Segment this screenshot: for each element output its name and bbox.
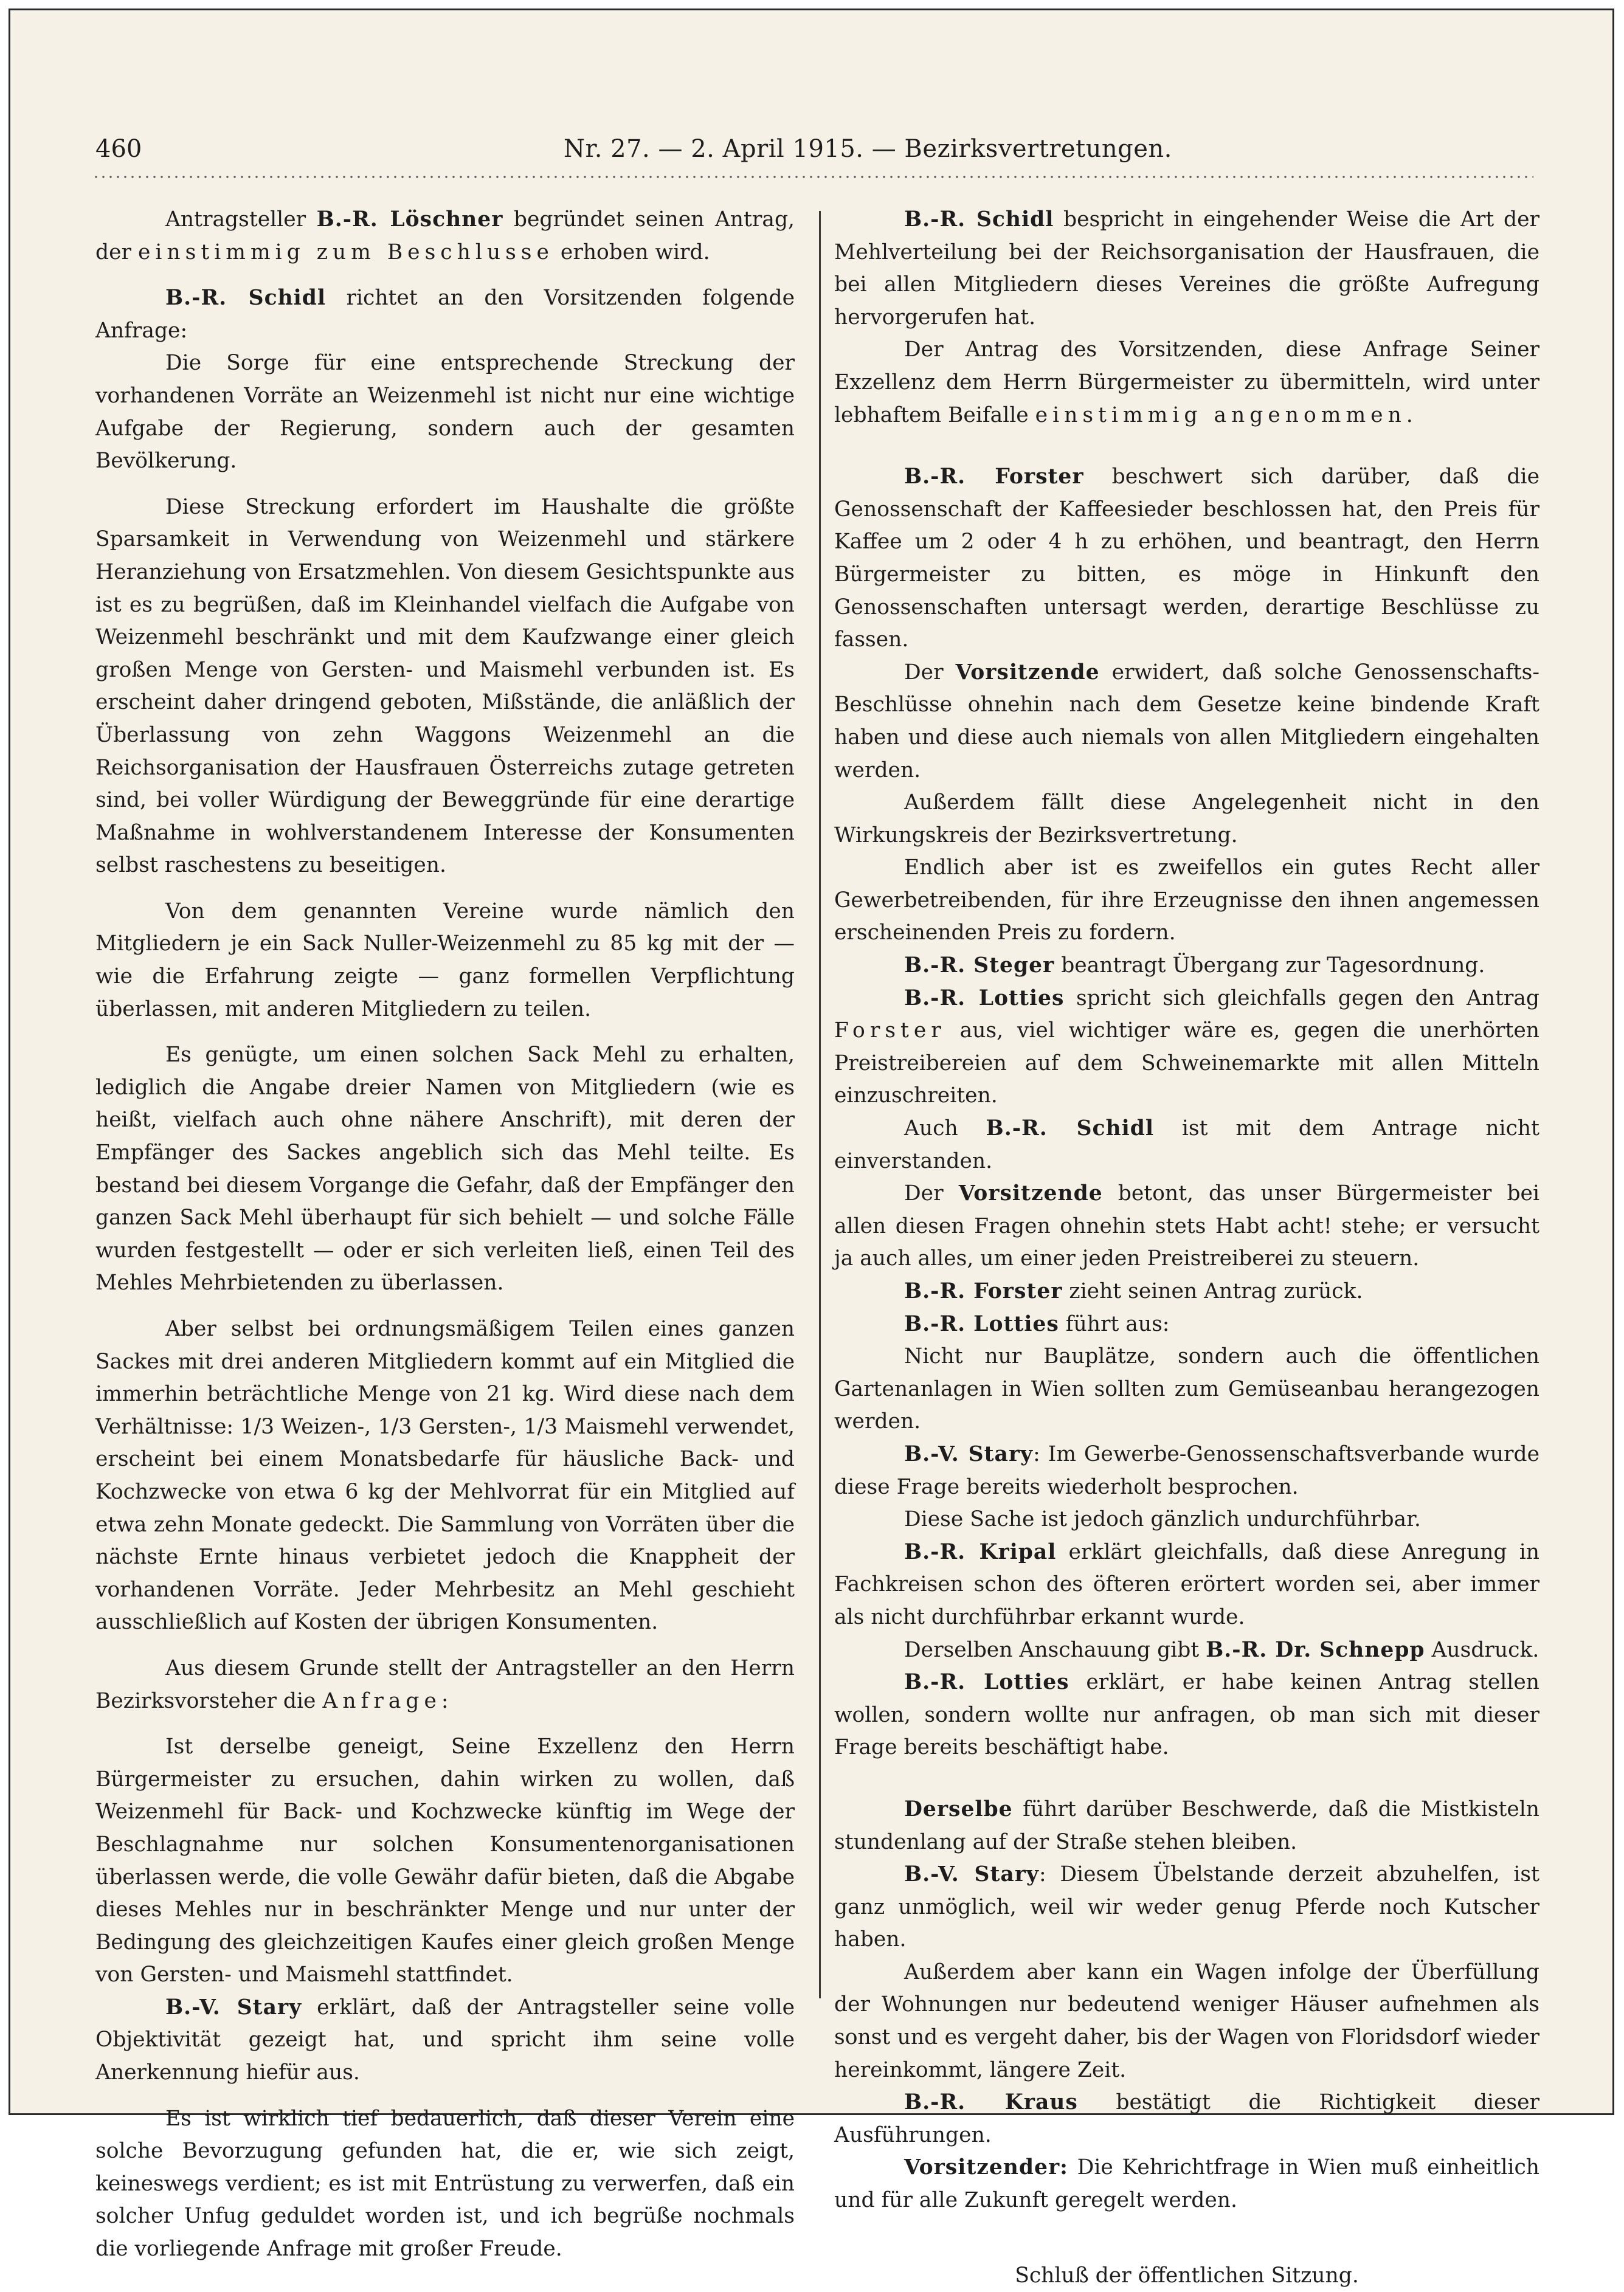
scanned-page: [9, 9, 1614, 2288]
speaker-name: B.-R. Schidl: [165, 286, 327, 311]
paragraph: B.-R. Forster beschwert sich darüber, daß die Genossenschaft der Kaffeesieder beschlossen hat, den Preis für Kaffee um 2 oder 4 h zu erhöhen, und beantragt, den Herrn Bürgermeister zu bitten, es möge in Hinkunft den Genossenschaften untersagt werden, derartige Beschlüsse zu fassen.: [834, 464, 1539, 652]
speaker-name: Vorsitzende: [955, 660, 1100, 685]
speaker-name: B.-R. Löschner: [316, 207, 503, 232]
paragraph: Es genügte, um einen solchen Sack Mehl zu erhalten, lediglich die Angabe dreier Namen von Mitgliedern (wie es heißt, vielfach auch ohne nähere Anschrift), mit deren der Empfänger des Sackes angeblich sich das Mehl teilte. Es bestand bei diesem Vorgange die Gefahr, daß der Empfänger den ganzen Sack Mehl überhaupt für sich behielt — und solche Fälle wurden festgestellt — oder er sich verleiten ließ, einen Teil des Mehles Mehrbietenden zu überlassen.: [95, 1043, 795, 1296]
speaker-name: Derselbe: [904, 1797, 1013, 1821]
paragraph: B.-R. Forster zieht seinen Antrag zurück.: [904, 1279, 1363, 1303]
paragraph: Endlich aber ist es zweifellos ein gutes Recht aller Gewerbetreibenden, für ihre Erzeugnisse den ihnen angemessen erscheinenden Preis zu fordern.: [834, 855, 1539, 945]
paragraph: Der Vorsitzende betont, das unser Bürgermeister bei allen diesen Fragen ohnehin stets Habt acht! stehe; er versucht ja auch alles, um einer jeden Preistreiberei zu steuern.: [834, 1181, 1539, 1271]
speaker-name: B.-R. Lotties: [904, 985, 1065, 1010]
column-divider: [819, 211, 821, 1998]
speaker-name: B.-R. Forster: [904, 1279, 1063, 1303]
speaker-name: Vorsitzende: [958, 1181, 1103, 1206]
header-rule: [92, 174, 1533, 181]
paragraph: B.-V. Stary: Diesem Übelstande derzeit abzuhelfen, ist ganz unmöglich, weil wir weder genug Pferde noch Kutscher haben.: [834, 1862, 1539, 1952]
speaker-name: B.-R. Kripal: [904, 1539, 1057, 1564]
speaker-name: B.-R. Dr. Schnepp: [1206, 1637, 1425, 1662]
paragraph: B.-R. Schidl richtet an den Vorsitzenden folgende Anfrage:: [95, 286, 795, 343]
page-number: 460: [95, 135, 142, 163]
spaced-emphasis: Anfrage: [322, 1688, 441, 1713]
speaker-name: Vorsitzender:: [904, 2155, 1068, 2180]
paragraph: Außerdem aber kann ein Wagen infolge der Überfüllung der Wohnungen nur bedeutend weniger Häuser aufnehmen als sonst und es vergeht daher, bis der Wagen von Floridsdorf wieder hereinkommt, längere Zeit.: [834, 1959, 1539, 2082]
paragraph: B.-R. Lotties spricht sich gleichfalls gegen den Antrag Forster aus, viel wichtiger wäre es, gegen die unerhörten Preistreibereien auf dem Schweinemarkte mit allen Mitteln einzuschreiten.: [834, 985, 1539, 1108]
paragraph: B.-R. Steger beantragt Übergang zur Tagesordnung.: [904, 953, 1485, 978]
paragraph: B.-V. Stary: Im Gewerbe-Genossenschaftsverbande wurde diese Frage bereits wiederholt besprochen.: [834, 1441, 1539, 1499]
speaker-name: B.-V. Stary: [165, 1995, 302, 2020]
paragraph: B.-R. Kraus bestätigt die Richtigkeit dieser Ausführungen.: [834, 2090, 1539, 2147]
speaker-name: B.-R. Kraus: [904, 2090, 1078, 2115]
paragraph: Auch B.-R. Schidl ist mit dem Antrage nicht einverstanden.: [834, 1116, 1539, 1173]
left-column: [95, 204, 795, 2266]
speaker-name: B.-R. Forster: [904, 464, 1084, 489]
paragraph: Es ist wirklich tief bedauerlich, daß dieser Verein eine solche Bevorzugung gefunden hat, die er, wie sich zeigt, keineswegs verdient; es ist mit Entrüstung zu verwerfen, daß ein solcher Unfug geduldet worden ist, und ich begrüße nochmals die vorliegende Anfrage mit großer Freude.: [95, 2106, 795, 2262]
speaker-name: B.-R. Schidl: [986, 1116, 1154, 1141]
spaced-emphasis: einstimmig angenommen: [1035, 402, 1406, 427]
speaker-name: B.-R. Lotties: [904, 1311, 1059, 1336]
paragraph: B.-R. Schidl bespricht in eingehender Weise die Art der Mehlverteilung bei der Reichsorganisation der Hausfrauen, die bei allen Mitgliedern dieses Vereines die größte Aufregung hervorgerufen hat.: [834, 207, 1539, 330]
paragraph: Der Antrag des Vorsitzenden, diese Anfrage Seiner Exzellenz dem Herrn Bürgermeister zu übermitteln, wird unter lebhaftem Beifalle einstimmig angenommen.: [834, 337, 1539, 427]
paragraph: Von dem genannten Vereine wurde nämlich den Mitgliedern je ein Sack Nuller-Weizenmehl zu 85 kg mit der — wie die Erfahrung zeigte — ganz formellen Verpflichtung überlassen, mit anderen Mitgliedern zu teilen.: [95, 899, 795, 1021]
paragraph: B.-R. Lotties führt aus:: [904, 1311, 1170, 1336]
right-column: [834, 204, 1539, 2292]
speaker-name: B.-R. Lotties: [904, 1670, 1069, 1695]
spaced-emphasis: Forster: [834, 1018, 946, 1043]
paragraph: Derselben Anschauung gibt B.-R. Dr. Schnepp Ausdruck.: [904, 1637, 1539, 1662]
paragraph: Außerdem fällt diese Angelegenheit nicht in den Wirkungskreis der Bezirksvertretung.: [834, 790, 1539, 847]
paragraph: B.-R. Lotties erklärt, er habe keinen Antrag stellen wollen, sondern wollte nur anfragen, ob man sich mit dieser Frage bereits beschäftigt habe.: [834, 1670, 1539, 1760]
speaker-name: B.-R. Schidl: [904, 207, 1054, 232]
paragraph: B.-V. Stary erklärt, daß der Antragsteller seine volle Objektivität gezeigt hat, und spricht ihm seine volle Anerkennung hiefür aus.: [95, 1995, 795, 2085]
paragraph: Vorsitzender: Die Kehrichtfrage in Wien muß einheitlich und für alle Zukunft geregelt werden.: [834, 2155, 1539, 2213]
running-title: Nr. 27. — 2. April 1915. — Bezirksvertretungen.: [564, 135, 1172, 163]
paragraph: Antragsteller B.-R. Löschner begründet seinen Antrag, der einstimmig zum Beschlusse erhoben wird.: [95, 207, 795, 264]
page-header: [83, 129, 1543, 171]
speaker-name: B.-V. Stary: [904, 1862, 1039, 1887]
closing-line: Schluß der öffentlichen Sitzung.: [1015, 2263, 1359, 2288]
speaker-name: B.-R. Steger: [904, 953, 1055, 978]
paragraph: Die Sorge für eine entsprechende Streckung der vorhandenen Vorräte an Weizenmehl ist nicht nur eine wichtige Aufgabe der Regierung, sondern auch der gesamten Bevölkerung.: [95, 351, 795, 474]
speaker-name: B.-V. Stary: [904, 1441, 1034, 1466]
paragraph: Aus diesem Grunde stellt der Antragsteller an den Herrn Bezirksvorsteher die Anfrage:: [95, 1655, 795, 1713]
paragraph: Derselbe führt darüber Beschwerde, daß die Mistkisteln stundenlang auf der Straße stehen bleiben.: [834, 1797, 1539, 1854]
paragraph: Ist derselbe geneigt, Seine Exzellenz den Herrn Bürgermeister zu ersuchen, dahin wirken zu wollen, daß Weizenmehl für Back- und Kochzwecke künftig im Wege der Beschlagnahme nur solchen Konsumentenorganisationen überlassen werde, die volle Gewähr dafür bieten, daß die Abgabe dieses Mehles nur in beschränkter Menge und nur unter der Bedingung des gleichzeitigen Kaufes einer gleich großen Menge von Gersten- und Maismehl stattfindet.: [95, 1735, 795, 1987]
paragraph: Aber selbst bei ordnungsmäßigem Teilen eines ganzen Sackes mit drei anderen Mitgliedern kommt auf ein Mitglied die immerhin beträchtliche Menge von 21 kg. Wird diese nach dem Verhältnisse: 1/3 Weizen-, 1/3 Gersten-, 1/3 Maismehl verwendet, erscheint bei einem Monatsbedarfe für häusliche Back- und Kochzwecke von etwa 6 kg der Mehlvorrat für ein Mitglied auf etwa zehn Monate gedeckt. Die Sammlung von Vorräten über die nächste Ernte hinaus verbietet jedoch die Knappheit der vorhandenen Vorräte. Jeder Mehrbesitz an Mehl geschieht ausschließlich auf Kosten der übrigen Konsumenten.: [95, 1317, 795, 1635]
spaced-emphasis: einstimmig zum Beschlusse: [137, 240, 554, 264]
paragraph: Diese Sache ist jedoch gänzlich undurchführbar.: [904, 1507, 1421, 1532]
paragraph: Nicht nur Bauplätze, sondern auch die öffentlichen Gartenanlagen in Wien sollten zum Gemüseanbau herangezogen werden.: [834, 1344, 1539, 1434]
paragraph: Diese Streckung erfordert im Haushalte die größte Sparsamkeit in Verwendung von Weizenmehl und stärkere Heranziehung von Ersatzmehlen. Von diesem Gesichtspunkte aus ist es zu begrüßen, daß im Kleinhandel vielfach die Aufgabe von Weizenmehl beschränkt und mit dem Kaufzwange einer gleich großen Menge von Gersten- und Maismehl verbunden ist. Es erscheint daher dringend geboten, Mißstände, die anläßlich der Überlassung von zehn Waggons Weizenmehl an die Reichsorganisation der Hausfrauen Österreichs zutage getreten sind, bei voller Würdigung der Beweggründe für eine derartige Maßnahme in wohlverstandenem Interesse der Konsumenten selbst raschestens zu beseitigen.: [95, 494, 795, 878]
paragraph: Der Vorsitzende erwidert, daß solche Genossenschafts-Beschlüsse ohnehin nach dem Gesetze keine bindende Kraft haben und diese auch niemals von allen Mitgliedern eingehalten werden.: [834, 660, 1539, 782]
paragraph: B.-R. Kripal erklärt gleichfalls, daß diese Anregung in Fachkreisen schon des öfteren erörtert worden sei, aber immer als nicht durchführbar erkannt wurde.: [834, 1539, 1539, 1629]
